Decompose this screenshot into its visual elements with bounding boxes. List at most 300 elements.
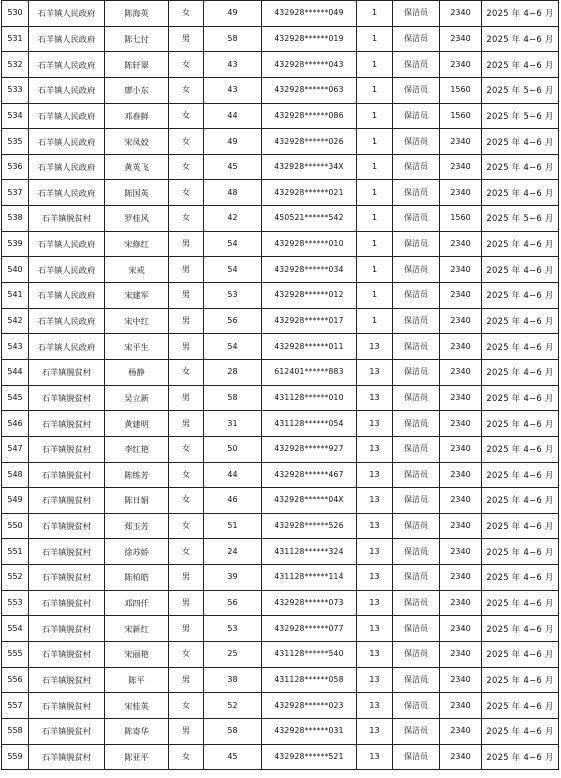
age-cell: 58: [204, 385, 262, 411]
period-cell: 2025 年 4−6 月: [482, 52, 559, 78]
period-cell: 2025 年 5−6 月: [482, 206, 559, 232]
age-cell: 56: [204, 308, 262, 334]
name-cell: 宋中红: [105, 308, 169, 334]
table-row: [2, 616, 559, 642]
employer-cell: 石羊镇人民政府: [29, 129, 105, 155]
age-cell: 56: [204, 590, 262, 616]
name-cell: 宋凤姣: [105, 129, 169, 155]
name-cell: 陈练芳: [105, 462, 169, 488]
job-title-cell: 保洁员: [393, 488, 440, 514]
months-cell: 13: [357, 718, 393, 744]
months-cell: 13: [357, 539, 393, 565]
table-row: [2, 590, 559, 616]
months-cell: 1: [357, 52, 393, 78]
period-cell: 2025 年 4−6 月: [482, 26, 559, 52]
age-cell: 45: [204, 744, 262, 770]
name-cell: 宋桂英: [105, 693, 169, 719]
amount-cell: 1560: [440, 103, 482, 129]
gender-cell: 女: [169, 180, 204, 206]
employer-cell: 石羊镇脱贫村: [29, 462, 105, 488]
table-row: [2, 488, 559, 514]
amount-cell: 2340: [440, 616, 482, 642]
months-cell: 13: [357, 359, 393, 385]
row-number-cell: 539: [2, 231, 29, 257]
period-cell: 2025 年 4−6 月: [482, 180, 559, 206]
amount-cell: 1560: [440, 206, 482, 232]
row-number-cell: 557: [2, 693, 29, 719]
personnel-table: [1, 0, 559, 770]
months-cell: 13: [357, 693, 393, 719]
job-title-cell: 保洁员: [393, 283, 440, 309]
name-cell: 李红艳: [105, 436, 169, 462]
job-title-cell: 保洁员: [393, 103, 440, 129]
age-cell: 50: [204, 436, 262, 462]
job-title-cell: 保洁员: [393, 539, 440, 565]
gender-cell: 男: [169, 26, 204, 52]
table-row: [2, 359, 559, 385]
age-cell: 28: [204, 359, 262, 385]
row-number-cell: 552: [2, 565, 29, 591]
amount-cell: 2340: [440, 26, 482, 52]
table-row: [2, 26, 559, 52]
employer-cell: 石羊镇人民政府: [29, 180, 105, 206]
amount-cell: 2340: [440, 693, 482, 719]
row-number-cell: 533: [2, 77, 29, 103]
period-cell: 2025 年 4−6 月: [482, 693, 559, 719]
months-cell: 13: [357, 334, 393, 360]
gender-cell: 男: [169, 667, 204, 693]
amount-cell: 2340: [440, 411, 482, 437]
amount-cell: 2340: [440, 488, 482, 514]
row-number-cell: 554: [2, 616, 29, 642]
job-title-cell: 保洁员: [393, 154, 440, 180]
gender-cell: 男: [169, 308, 204, 334]
gender-cell: 女: [169, 744, 204, 770]
gender-cell: 女: [169, 129, 204, 155]
months-cell: 13: [357, 667, 393, 693]
months-cell: 13: [357, 488, 393, 514]
employer-cell: 石羊镇脱贫村: [29, 513, 105, 539]
amount-cell: 2340: [440, 359, 482, 385]
period-cell: 2025 年 4−6 月: [482, 1, 559, 27]
name-cell: 吴立新: [105, 385, 169, 411]
table-row: [2, 206, 559, 232]
row-number-cell: 537: [2, 180, 29, 206]
name-cell: 陈亚平: [105, 744, 169, 770]
gender-cell: 男: [169, 231, 204, 257]
gender-cell: 女: [169, 359, 204, 385]
period-cell: 2025 年 5−6 月: [482, 103, 559, 129]
row-number-cell: 551: [2, 539, 29, 565]
table-row: [2, 103, 559, 129]
gender-cell: 女: [169, 693, 204, 719]
table-row: [2, 385, 559, 411]
row-number-cell: 545: [2, 385, 29, 411]
job-title-cell: 保洁员: [393, 180, 440, 206]
months-cell: 1: [357, 308, 393, 334]
gender-cell: 男: [169, 616, 204, 642]
period-cell: 2025 年 4−6 月: [482, 718, 559, 744]
period-cell: 2025 年 4−6 月: [482, 642, 559, 668]
gender-cell: 男: [169, 257, 204, 283]
table-row: [2, 129, 559, 155]
row-number-cell: 540: [2, 257, 29, 283]
amount-cell: 2340: [440, 667, 482, 693]
employer-cell: 石羊镇脱贫村: [29, 206, 105, 232]
employer-cell: 石羊镇人民政府: [29, 257, 105, 283]
employer-cell: 石羊镇脱贫村: [29, 642, 105, 668]
job-title-cell: 保洁员: [393, 590, 440, 616]
job-title-cell: 保洁员: [393, 565, 440, 591]
amount-cell: 2340: [440, 180, 482, 206]
months-cell: 1: [357, 129, 393, 155]
id-number-cell: 431128******010: [262, 385, 357, 411]
employer-cell: 石羊镇脱贫村: [29, 565, 105, 591]
employer-cell: 石羊镇人民政府: [29, 1, 105, 27]
gender-cell: 女: [169, 462, 204, 488]
age-cell: 46: [204, 488, 262, 514]
age-cell: 54: [204, 257, 262, 283]
id-number-cell: 432928******086: [262, 103, 357, 129]
row-number-cell: 558: [2, 718, 29, 744]
amount-cell: 2340: [440, 744, 482, 770]
name-cell: 徐苏娇: [105, 539, 169, 565]
employer-cell: 石羊镇人民政府: [29, 334, 105, 360]
row-number-cell: 559: [2, 744, 29, 770]
name-cell: 陈日娟: [105, 488, 169, 514]
period-cell: 2025 年 4−6 月: [482, 334, 559, 360]
employer-cell: 石羊镇人民政府: [29, 283, 105, 309]
row-number-cell: 534: [2, 103, 29, 129]
months-cell: 1: [357, 180, 393, 206]
amount-cell: 2340: [440, 257, 482, 283]
period-cell: 2025 年 4−6 月: [482, 667, 559, 693]
months-cell: 13: [357, 565, 393, 591]
age-cell: 48: [204, 180, 262, 206]
id-number-cell: 612401******883: [262, 359, 357, 385]
employer-cell: 石羊镇人民政府: [29, 154, 105, 180]
period-cell: 2025 年 5−6 月: [482, 77, 559, 103]
table-row: [2, 693, 559, 719]
amount-cell: 2340: [440, 539, 482, 565]
row-number-cell: 553: [2, 590, 29, 616]
id-number-cell: 432928******012: [262, 283, 357, 309]
job-title-cell: 保洁员: [393, 462, 440, 488]
name-cell: 陈轩翠: [105, 52, 169, 78]
employer-cell: 石羊镇脱贫村: [29, 744, 105, 770]
gender-cell: 男: [169, 565, 204, 591]
row-number-cell: 531: [2, 26, 29, 52]
row-number-cell: 542: [2, 308, 29, 334]
name-cell: 宋建军: [105, 283, 169, 309]
gender-cell: 女: [169, 1, 204, 27]
table-body: [2, 1, 559, 770]
months-cell: 13: [357, 744, 393, 770]
period-cell: 2025 年 4−6 月: [482, 488, 559, 514]
months-cell: 13: [357, 616, 393, 642]
table-row: [2, 334, 559, 360]
months-cell: 13: [357, 462, 393, 488]
employer-cell: 石羊镇脱贫村: [29, 488, 105, 514]
row-number-cell: 541: [2, 283, 29, 309]
age-cell: 58: [204, 26, 262, 52]
amount-cell: 2340: [440, 52, 482, 78]
age-cell: 52: [204, 693, 262, 719]
months-cell: 1: [357, 103, 393, 129]
job-title-cell: 保洁员: [393, 1, 440, 27]
employer-cell: 石羊镇脱贫村: [29, 385, 105, 411]
job-title-cell: 保洁员: [393, 513, 440, 539]
row-number-cell: 530: [2, 1, 29, 27]
row-number-cell: 547: [2, 436, 29, 462]
table-row: [2, 308, 559, 334]
age-cell: 44: [204, 462, 262, 488]
job-title-cell: 保洁员: [393, 693, 440, 719]
amount-cell: 2340: [440, 308, 482, 334]
id-number-cell: 432928******04X: [262, 488, 357, 514]
period-cell: 2025 年 4−6 月: [482, 129, 559, 155]
name-cell: 邓四仟: [105, 590, 169, 616]
job-title-cell: 保洁员: [393, 385, 440, 411]
name-cell: 宋修红: [105, 231, 169, 257]
amount-cell: 2340: [440, 283, 482, 309]
table-row: [2, 565, 559, 591]
table-row: [2, 744, 559, 770]
months-cell: 13: [357, 590, 393, 616]
name-cell: 廖小东: [105, 77, 169, 103]
name-cell: 杨静: [105, 359, 169, 385]
job-title-cell: 保洁员: [393, 129, 440, 155]
id-number-cell: 432928******017: [262, 308, 357, 334]
age-cell: 53: [204, 283, 262, 309]
age-cell: 25: [204, 642, 262, 668]
employer-cell: 石羊镇脱贫村: [29, 718, 105, 744]
row-number-cell: 536: [2, 154, 29, 180]
id-number-cell: 432928******023: [262, 693, 357, 719]
period-cell: 2025 年 4−6 月: [482, 616, 559, 642]
table-row: [2, 154, 559, 180]
age-cell: 51: [204, 513, 262, 539]
employer-cell: 石羊镇脱贫村: [29, 616, 105, 642]
table-row: [2, 77, 559, 103]
amount-cell: 2340: [440, 590, 482, 616]
gender-cell: 男: [169, 718, 204, 744]
months-cell: 1: [357, 231, 393, 257]
table-row: [2, 411, 559, 437]
job-title-cell: 保洁员: [393, 77, 440, 103]
name-cell: 陈海英: [105, 1, 169, 27]
name-cell: 宋丽艳: [105, 642, 169, 668]
age-cell: 31: [204, 411, 262, 437]
amount-cell: 2340: [440, 129, 482, 155]
age-cell: 43: [204, 52, 262, 78]
employer-cell: 石羊镇人民政府: [29, 103, 105, 129]
months-cell: 1: [357, 77, 393, 103]
months-cell: 13: [357, 385, 393, 411]
age-cell: 58: [204, 718, 262, 744]
months-cell: 1: [357, 1, 393, 27]
row-number-cell: 550: [2, 513, 29, 539]
table-row: [2, 231, 559, 257]
id-number-cell: 432928******063: [262, 77, 357, 103]
age-cell: 54: [204, 231, 262, 257]
id-number-cell: 431128******324: [262, 539, 357, 565]
amount-cell: 2340: [440, 565, 482, 591]
gender-cell: 男: [169, 283, 204, 309]
amount-cell: 2340: [440, 462, 482, 488]
job-title-cell: 保洁员: [393, 334, 440, 360]
months-cell: 13: [357, 513, 393, 539]
name-cell: 陈柏皓: [105, 565, 169, 591]
row-number-cell: 538: [2, 206, 29, 232]
job-title-cell: 保洁员: [393, 744, 440, 770]
row-number-cell: 555: [2, 642, 29, 668]
name-cell: 黄建明: [105, 411, 169, 437]
table-row: [2, 52, 559, 78]
employer-cell: 石羊镇脱贫村: [29, 667, 105, 693]
period-cell: 2025 年 4−6 月: [482, 436, 559, 462]
period-cell: 2025 年 4−6 月: [482, 154, 559, 180]
gender-cell: 女: [169, 52, 204, 78]
amount-cell: 2340: [440, 436, 482, 462]
table-row: [2, 1, 559, 27]
id-number-cell: 432928******010: [262, 231, 357, 257]
row-number-cell: 543: [2, 334, 29, 360]
id-number-cell: 432928******077: [262, 616, 357, 642]
amount-cell: 2340: [440, 231, 482, 257]
age-cell: 54: [204, 334, 262, 360]
period-cell: 2025 年 4−6 月: [482, 359, 559, 385]
gender-cell: 女: [169, 539, 204, 565]
gender-cell: 男: [169, 385, 204, 411]
gender-cell: 女: [169, 436, 204, 462]
employer-cell: 石羊镇人民政府: [29, 231, 105, 257]
row-number-cell: 549: [2, 488, 29, 514]
months-cell: 13: [357, 411, 393, 437]
gender-cell: 女: [169, 77, 204, 103]
id-number-cell: 431128******054: [262, 411, 357, 437]
job-title-cell: 保洁员: [393, 667, 440, 693]
id-number-cell: 432928******521: [262, 744, 357, 770]
row-number-cell: 535: [2, 129, 29, 155]
period-cell: 2025 年 4−6 月: [482, 565, 559, 591]
employer-cell: 石羊镇人民政府: [29, 26, 105, 52]
period-cell: 2025 年 4−6 月: [482, 257, 559, 283]
id-number-cell: 432928******019: [262, 26, 357, 52]
id-number-cell: 432928******011: [262, 334, 357, 360]
job-title-cell: 保洁员: [393, 411, 440, 437]
period-cell: 2025 年 4−6 月: [482, 539, 559, 565]
amount-cell: 2340: [440, 718, 482, 744]
gender-cell: 男: [169, 590, 204, 616]
age-cell: 39: [204, 565, 262, 591]
row-number-cell: 556: [2, 667, 29, 693]
gender-cell: 女: [169, 513, 204, 539]
job-title-cell: 保洁员: [393, 206, 440, 232]
id-number-cell: 431128******114: [262, 565, 357, 591]
age-cell: 24: [204, 539, 262, 565]
table-row: [2, 283, 559, 309]
employer-cell: 石羊镇脱贫村: [29, 539, 105, 565]
id-number-cell: 432928******034: [262, 257, 357, 283]
age-cell: 45: [204, 154, 262, 180]
id-number-cell: 432928******34X: [262, 154, 357, 180]
id-number-cell: 450521******542: [262, 206, 357, 232]
period-cell: 2025 年 4−6 月: [482, 462, 559, 488]
name-cell: 宋新红: [105, 616, 169, 642]
row-number-cell: 544: [2, 359, 29, 385]
table-row: [2, 257, 559, 283]
amount-cell: 1560: [440, 77, 482, 103]
table-row: [2, 462, 559, 488]
months-cell: 1: [357, 257, 393, 283]
months-cell: 1: [357, 26, 393, 52]
period-cell: 2025 年 4−6 月: [482, 513, 559, 539]
table-row: [2, 436, 559, 462]
months-cell: 1: [357, 154, 393, 180]
age-cell: 43: [204, 77, 262, 103]
id-number-cell: 432928******927: [262, 436, 357, 462]
name-cell: 陈平: [105, 667, 169, 693]
period-cell: 2025 年 4−6 月: [482, 308, 559, 334]
period-cell: 2025 年 4−6 月: [482, 411, 559, 437]
months-cell: 1: [357, 283, 393, 309]
job-title-cell: 保洁员: [393, 359, 440, 385]
gender-cell: 男: [169, 334, 204, 360]
age-cell: 42: [204, 206, 262, 232]
name-cell: 陈七付: [105, 26, 169, 52]
name-cell: 陈寄华: [105, 718, 169, 744]
table-row: [2, 667, 559, 693]
name-cell: 陈国英: [105, 180, 169, 206]
id-number-cell: 432928******031: [262, 718, 357, 744]
table-row: [2, 718, 559, 744]
amount-cell: 2340: [440, 1, 482, 27]
id-number-cell: 431128******540: [262, 642, 357, 668]
period-cell: 2025 年 4−6 月: [482, 283, 559, 309]
job-title-cell: 保洁员: [393, 616, 440, 642]
gender-cell: 女: [169, 154, 204, 180]
amount-cell: 2340: [440, 513, 482, 539]
id-number-cell: 432928******026: [262, 129, 357, 155]
row-number-cell: 548: [2, 462, 29, 488]
months-cell: 13: [357, 642, 393, 668]
employer-cell: 石羊镇脱贫村: [29, 359, 105, 385]
gender-cell: 女: [169, 103, 204, 129]
age-cell: 49: [204, 1, 262, 27]
name-cell: 邓春鲜: [105, 103, 169, 129]
period-cell: 2025 年 4−6 月: [482, 590, 559, 616]
table-row: [2, 513, 559, 539]
employer-cell: 石羊镇人民政府: [29, 77, 105, 103]
period-cell: 2025 年 4−6 月: [482, 231, 559, 257]
name-cell: 郑玉芳: [105, 513, 169, 539]
period-cell: 2025 年 4−6 月: [482, 744, 559, 770]
job-title-cell: 保洁员: [393, 308, 440, 334]
employer-cell: 石羊镇人民政府: [29, 308, 105, 334]
id-number-cell: 432928******526: [262, 513, 357, 539]
name-cell: 黄英飞: [105, 154, 169, 180]
amount-cell: 2340: [440, 154, 482, 180]
gender-cell: 女: [169, 488, 204, 514]
name-cell: 宋平生: [105, 334, 169, 360]
id-number-cell: 432928******467: [262, 462, 357, 488]
employer-cell: 石羊镇脱贫村: [29, 590, 105, 616]
table-row: [2, 642, 559, 668]
employer-cell: 石羊镇人民政府: [29, 52, 105, 78]
months-cell: 13: [357, 436, 393, 462]
job-title-cell: 保洁员: [393, 52, 440, 78]
